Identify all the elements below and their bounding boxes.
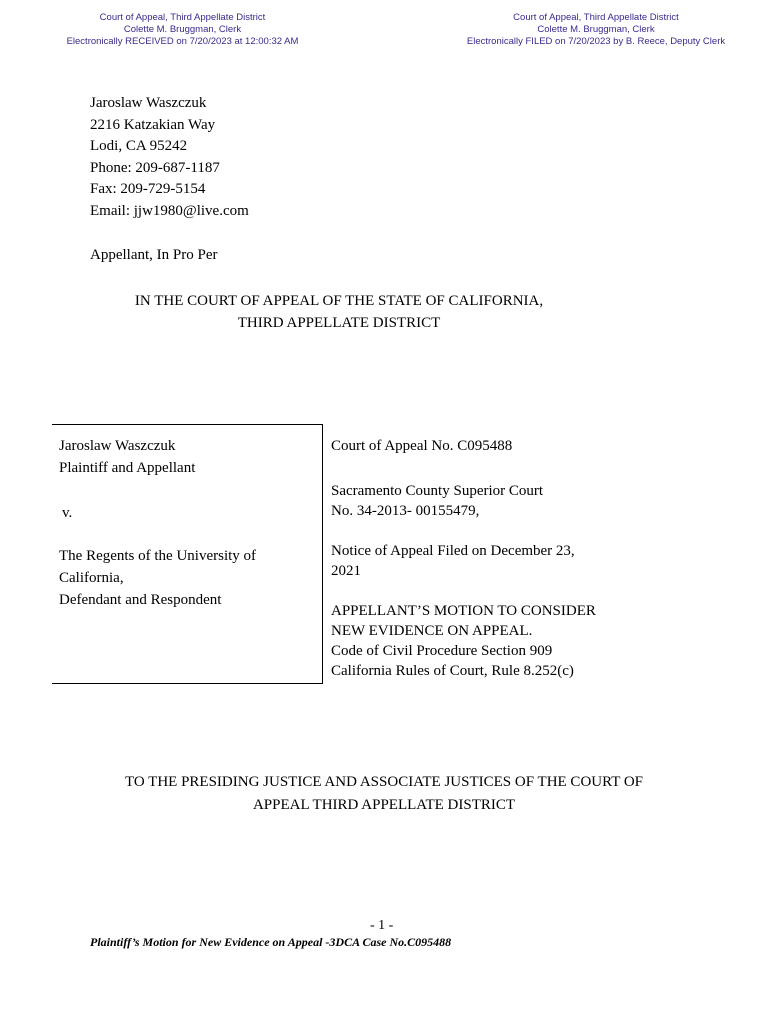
received-stamp <box>50 12 315 48</box>
defendant-role: Defendant and Respondent <box>59 592 222 608</box>
court-rule: California Rules of Court, Rule 8.252(c) <box>331 663 574 679</box>
appellant-city: Lodi, CA 95242 <box>90 138 188 155</box>
appellant-fax: Fax: 209-729-5154 <box>90 181 206 198</box>
notice-line2: 2021 <box>331 563 361 579</box>
received-stamp-court: Court of Appeal, Third Appellate District <box>99 12 266 23</box>
appellant-phone: Phone: 209-687-1187 <box>90 159 220 176</box>
code-section: Code of Civil Procedure Section 909 <box>331 643 553 659</box>
filed-stamp-date: Electronically FILED on 7/20/2023 by B. Reece, Deputy Clerk <box>466 36 726 47</box>
filed-stamp <box>452 12 740 48</box>
plaintiff-name: Jaroslaw Waszczuk <box>59 438 176 454</box>
received-stamp-clerk: Colette M. Bruggman, Clerk <box>123 24 242 35</box>
address-to-line1: TO THE PRESIDING JUSTICE AND ASSOCIATE JUSTICES OF THE COURT OF <box>124 774 644 790</box>
motion-title-block <box>331 601 596 681</box>
court-heading-line2: THIRD APPELLATE DISTRICT <box>237 315 441 331</box>
appellant-address-block <box>90 93 249 223</box>
motion-title-line2: NEW EVIDENCE ON APPEAL. <box>331 623 533 639</box>
address-to-justices <box>90 771 678 817</box>
appellant-role: Appellant, In Pro Per <box>90 247 218 263</box>
superior-court-block <box>331 481 543 521</box>
court-heading-line1: IN THE COURT OF APPEAL OF THE STATE OF CALIFORNIA, <box>134 293 544 309</box>
page-number: - 1 - <box>370 918 394 933</box>
address-to-line2: APPEAL THIRD APPELLATE DISTRICT <box>252 797 516 813</box>
defendant-name-line1: The Regents of the University of <box>59 548 257 564</box>
notice-of-appeal <box>331 541 575 581</box>
received-stamp-date: Electronically RECEIVED on 7/20/2023 at 12:00:32 AM <box>66 36 299 47</box>
appellant-name: Jaroslaw Waszczuk <box>90 95 207 111</box>
versus-label: v. <box>62 505 73 521</box>
filed-stamp-clerk: Colette M. Bruggman, Clerk <box>537 24 655 35</box>
court-heading <box>90 290 588 334</box>
appeal-number: Court of Appeal No. C095488 <box>331 438 513 454</box>
defendant-block <box>59 545 256 611</box>
superior-court-number: No. 34-2013- 00155479, <box>331 503 480 519</box>
plaintiff-block <box>59 435 195 479</box>
plaintiff-role: Plaintiff and Appellant <box>59 460 196 476</box>
defendant-name-line2: California, <box>59 570 124 586</box>
notice-line1: Notice of Appeal Filed on December 23, <box>331 543 575 559</box>
appellant-email: Email: jjw1980@live.com <box>90 202 249 219</box>
document-footer: Plaintiff’s Motion for New Evidence on Appeal -3DCA Case No.C095488 <box>90 935 452 949</box>
filed-stamp-court: Court of Appeal, Third Appellate District <box>513 12 679 23</box>
appellant-street: 2216 Katzakian Way <box>90 116 216 133</box>
motion-title-line1: APPELLANT’S MOTION TO CONSIDER <box>331 603 596 619</box>
superior-court-name: Sacramento County Superior Court <box>331 483 544 499</box>
